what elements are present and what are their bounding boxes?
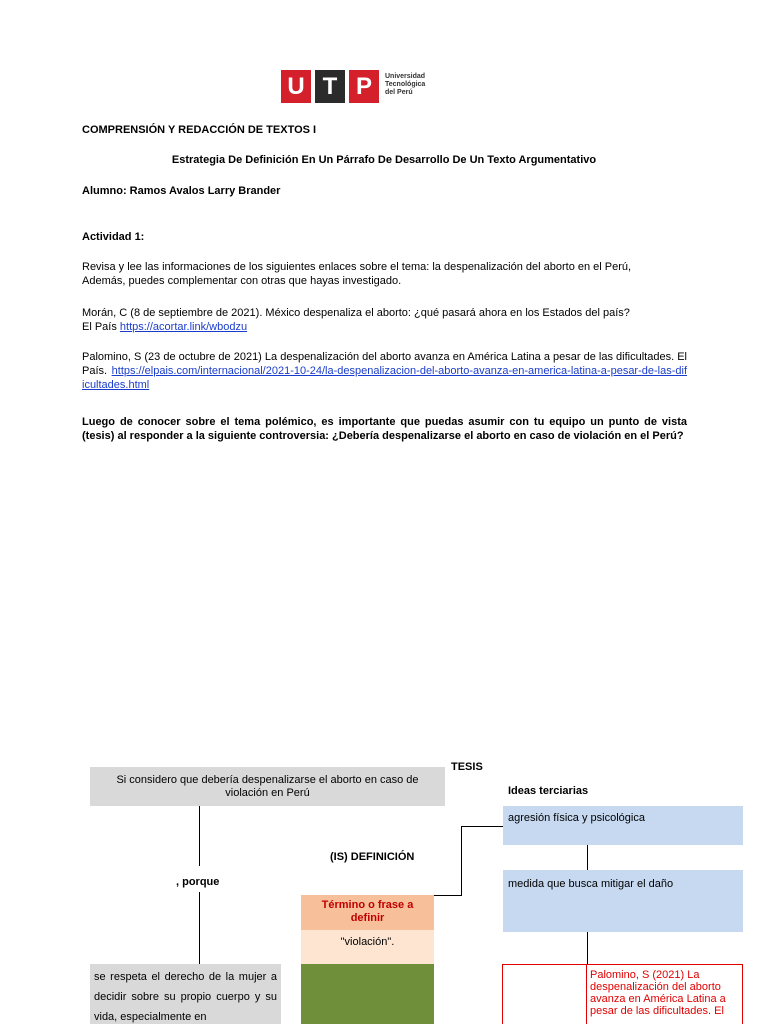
reference-2-text: Palomino, S (23 de octubre de 2021) La despenalización del aborto avanza en América Latina a pesar de las dificultades. El País. bbox=[82, 351, 687, 377]
logo-letter-p: P bbox=[349, 70, 379, 103]
term-value: "violación". bbox=[301, 930, 434, 964]
connector-definition-up bbox=[461, 826, 462, 896]
intro-line-2: Además, puedes complementar con otras que hayas investigado. bbox=[82, 275, 402, 287]
controversy-question: Luego de conocer sobre el tema polémico, es importante que puedas asumir con tu equipo un punto de vista (tesis) al responder a la siguiente controversia: ¿Debería despenalizarse el aborto en caso de violación en el Perú? bbox=[82, 416, 687, 442]
logo-text bbox=[385, 73, 455, 97]
reference-1-link[interactable]: https://acortar.link/wbodzu bbox=[119, 321, 248, 333]
porque-label: , porque bbox=[176, 876, 220, 888]
document-subtitle: Estrategia De Definición En Un Párrafo De Desarrollo De Un Texto Argumentativo bbox=[171, 154, 597, 166]
reference-2 bbox=[82, 350, 687, 392]
connector-tertiary-1-2 bbox=[587, 845, 588, 870]
tertiary-idea-1: agresión física y psicológica bbox=[503, 806, 743, 845]
tertiary-ideas-label: Ideas terciarias bbox=[508, 785, 589, 797]
reference-1-text: Morán, C (8 de septiembre de 2021). México despenaliza el aborto: ¿qué pasará ahora en los Estados del país? bbox=[82, 307, 630, 319]
citation-box: Palomino, S (2021) La despenalización del aborto avanza en América Latina a pesar de las dificultades. El bbox=[587, 964, 743, 1024]
logo-line-1: Universidad bbox=[385, 73, 426, 80]
connector-definition-right bbox=[461, 826, 503, 827]
logo-line-2: Tecnológica bbox=[385, 81, 426, 88]
reason-box: se respeta el derecho de la mujer a decidir sobre su propio cuerpo y su vida, especialmente en bbox=[90, 964, 281, 1024]
connector-tertiary-2-3 bbox=[587, 932, 588, 964]
course-title: COMPRENSIÓN Y REDACCIÓN DE TEXTOS I bbox=[82, 124, 317, 136]
activity-intro bbox=[82, 260, 631, 288]
student-name: Alumno: Ramos Avalos Larry Brander bbox=[82, 185, 281, 197]
logo-line-3: del Perú bbox=[385, 89, 413, 96]
reference-1-source: El País bbox=[82, 321, 120, 333]
reference-1 bbox=[82, 306, 630, 334]
definition-green-box bbox=[301, 964, 434, 1024]
activity-title: Actividad 1: bbox=[82, 231, 145, 243]
intro-line-1: Revisa y lee las informaciones de los siguientes enlaces sobre el tema: la despenalización del aborto en el Perú, bbox=[82, 261, 632, 273]
connector-thesis-down bbox=[199, 806, 200, 866]
logo-letter-u: U bbox=[281, 70, 311, 103]
thesis-label: TESIS bbox=[451, 761, 483, 773]
connector-definition-left bbox=[434, 895, 462, 896]
logo-letter-t: T bbox=[315, 70, 345, 103]
term-header: Término o frase a definir bbox=[301, 895, 434, 930]
citation-left-box bbox=[502, 964, 587, 1024]
tertiary-idea-2: medida que busca mitigar el daño bbox=[503, 870, 743, 932]
reference-2-link[interactable]: https://elpais.com/internacional/2021-10-24/la-despenalizacion-del-aborto-avanza-en-america-latina-a-pesar-de-las-dificultades.html bbox=[82, 365, 687, 391]
thesis-box: Si considero que debería despenalizarse el aborto en caso de violación en Perú bbox=[90, 767, 445, 806]
definition-label: (IS) DEFINICIÓN bbox=[330, 851, 415, 863]
connector-porque-down bbox=[199, 892, 200, 964]
